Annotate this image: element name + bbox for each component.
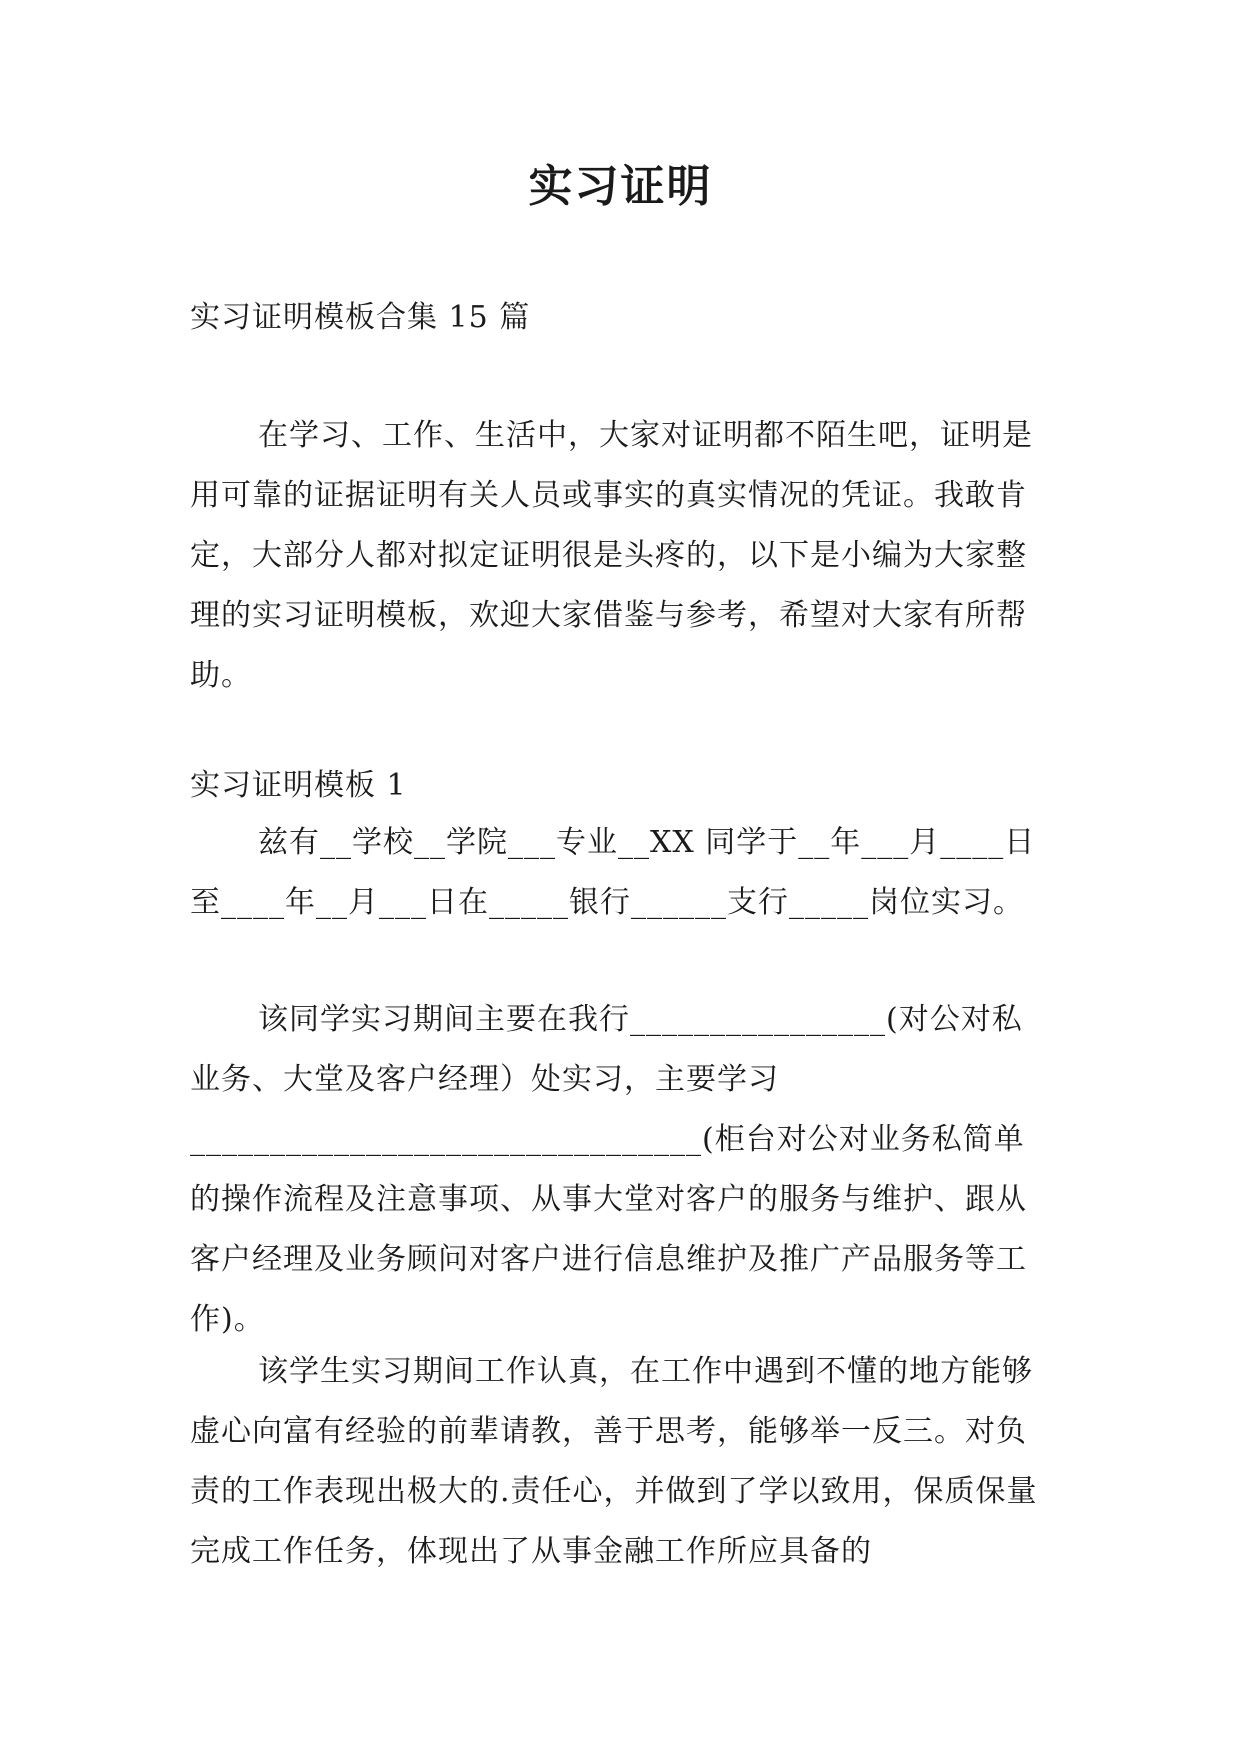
template-heading: 实习证明模板 1: [190, 768, 407, 803]
document-title: 实习证明: [528, 161, 713, 212]
paragraph-evaluation: 该学生实习期间工作认真，在工作中遇到不懂的地方能够虚心向富有经验的前辈请教，善于思考，能够举一反三。对负责的工作表现出极大的.责任心，并做到了学以致用，保质保量完成工作任务，体现出了从事金融工作所应具备的: [190, 1354, 1038, 1569]
paragraph-internship-duties: 该同学实习期间主要在我行________________(对公对私业务、大堂及客户经理）处实习，主要学习________________________________(柜台对公对业务私简单的操作流程及注意事项、从事大堂对客户的服务与维护、跟从客户经理及业务顾问对客户进行信息维护及推广产品服务等工作)。: [190, 1002, 1027, 1337]
paragraph-internship-period: 兹有__学校__学院___专业__XX 同学于__年___月____日至____年__月___日在_____银行______支行_____岗位实习。: [190, 825, 1036, 920]
intro-paragraph: 在学习、工作、生活中，大家对证明都不陌生吧，证明是用可靠的证据证明有关人员或事实的真实情况的凭证。我敢肯定，大部分人都对拟定证明很是头疼的，以下是小编为大家整理的实习证明模板，欢迎大家借鉴与参考，希望对大家有所帮助。: [190, 418, 1033, 693]
collection-subtitle: 实习证明模板合集 15 篇: [190, 300, 531, 335]
